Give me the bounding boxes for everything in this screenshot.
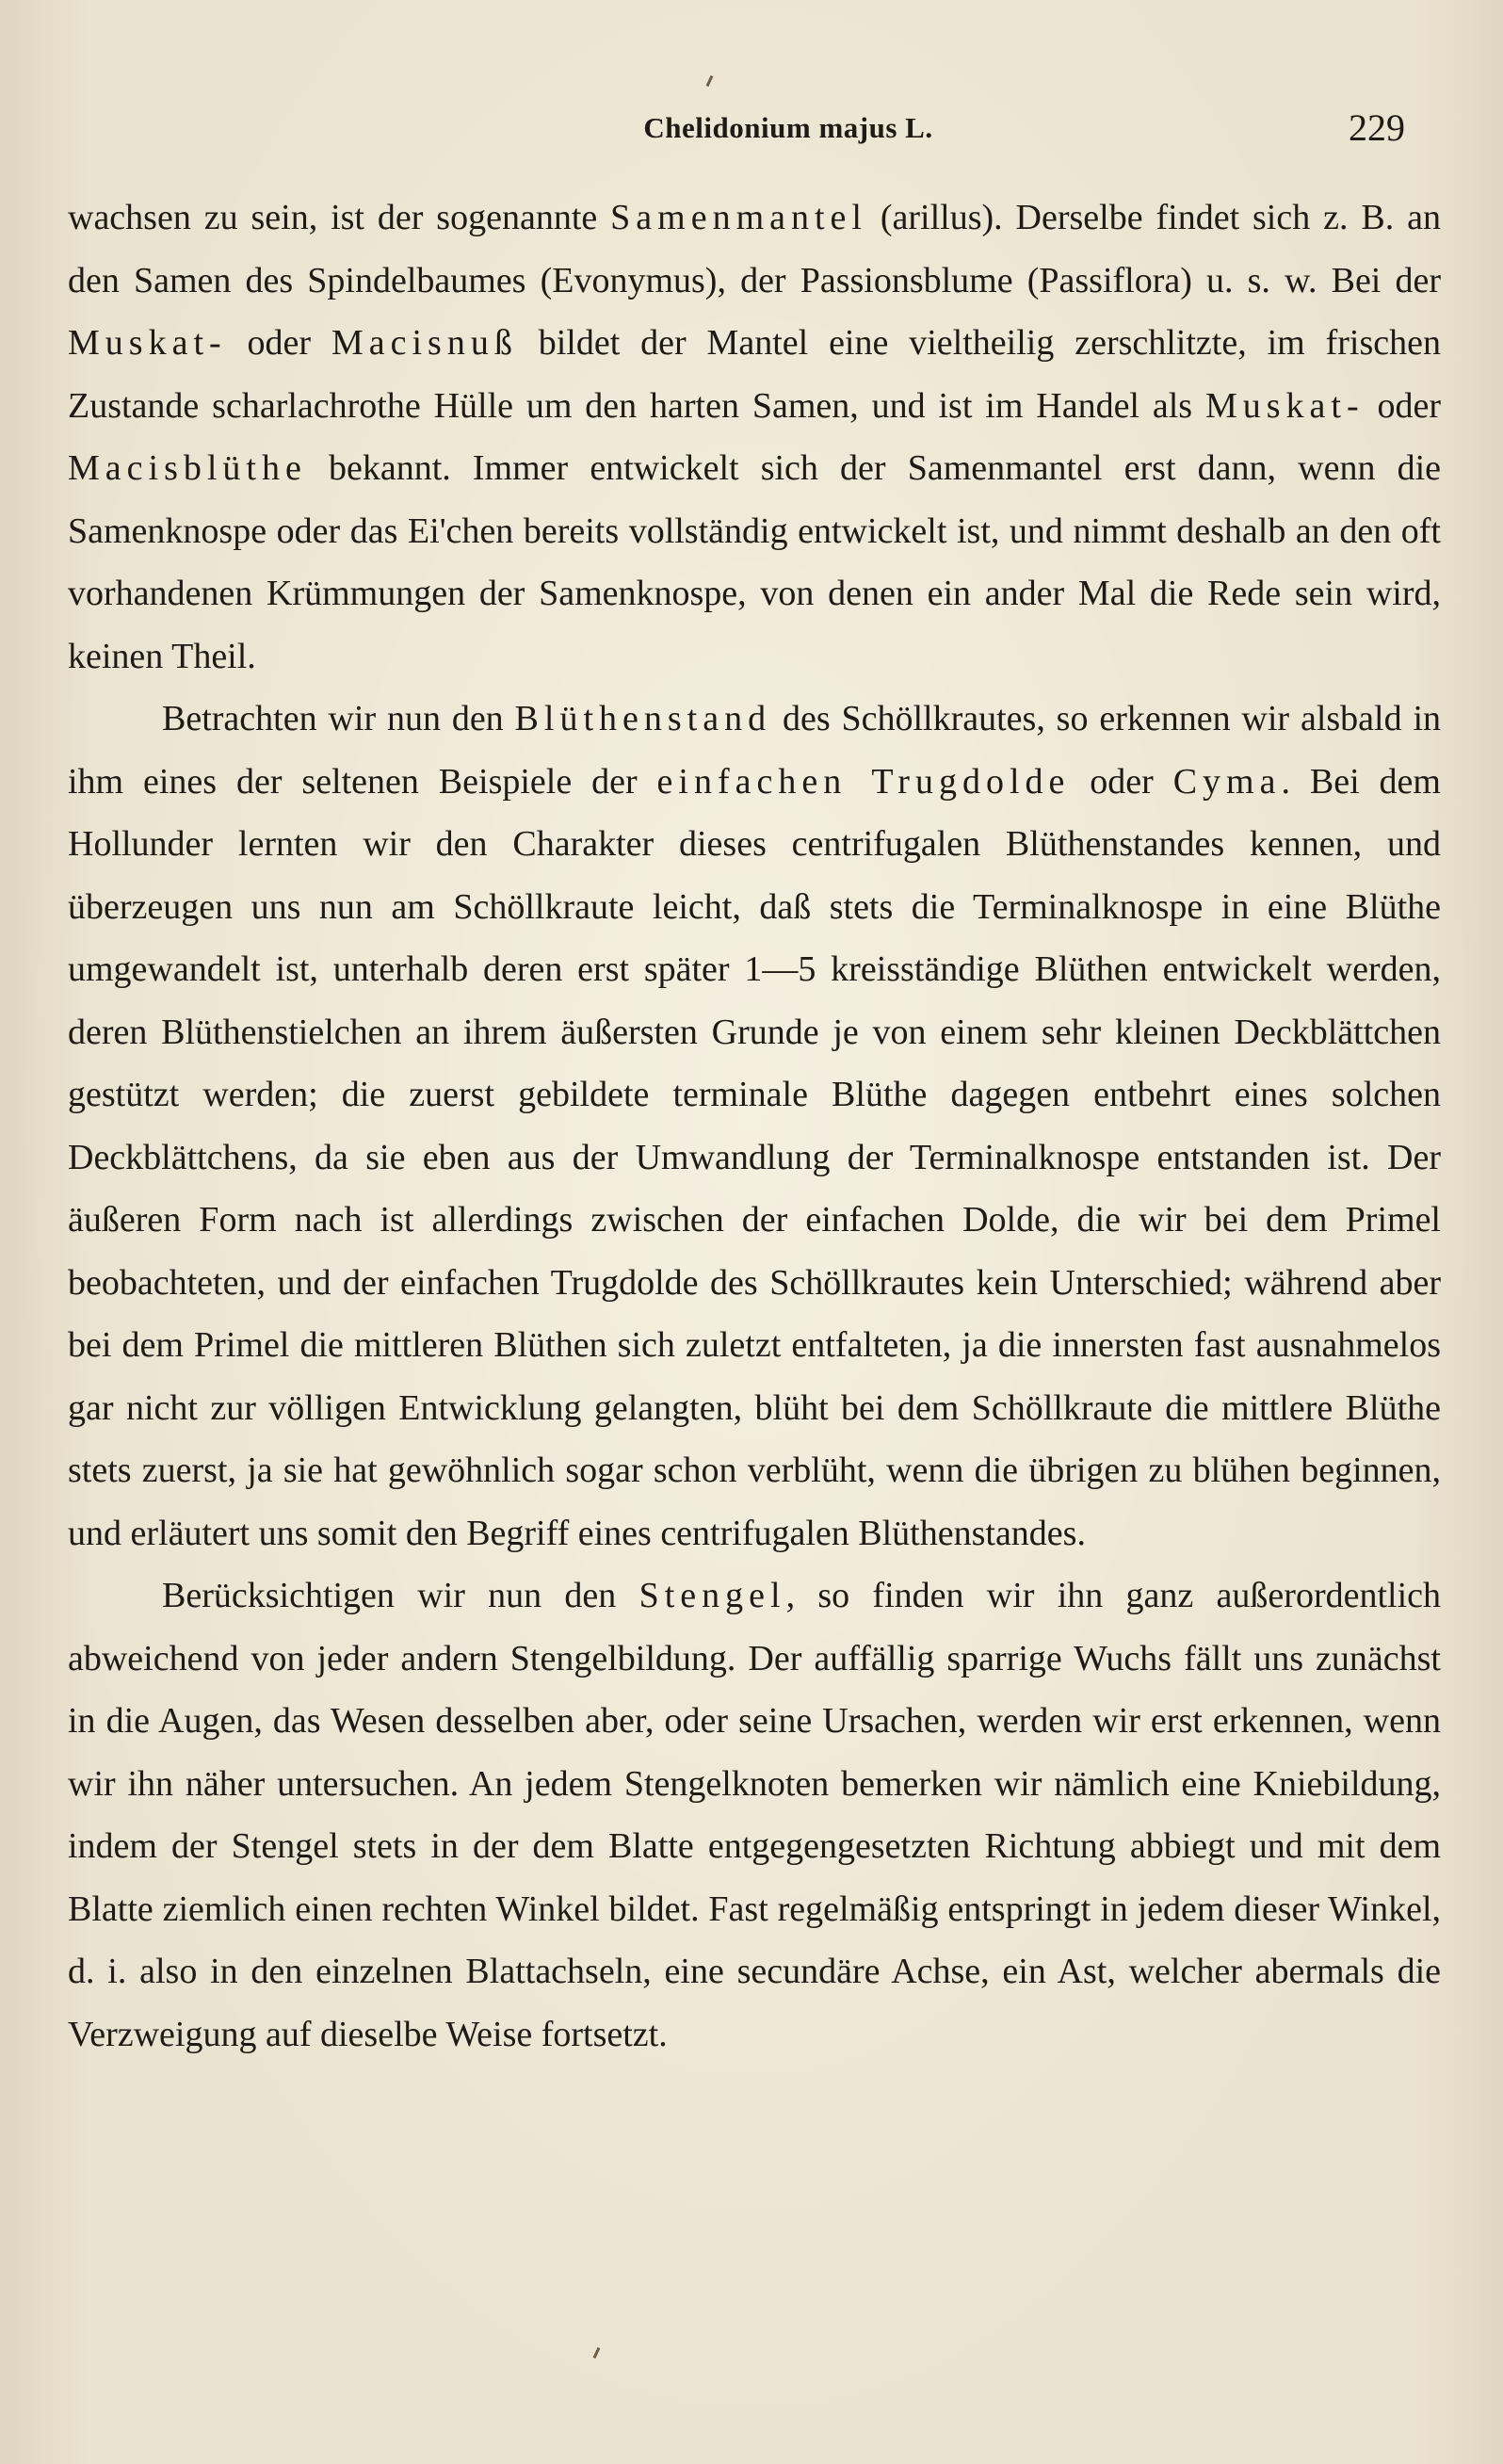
text-segment: (arillus). Derselbe findet sich z. B. an den Samen des Spindelbaumes (Evonymus), der Passionsblume (Passiflora) u. s. w. Bei der xyxy=(68,198,1441,300)
text-segment: des Schöllkrautes, so erkennen wir alsbald in ihm eines der seltenen Beispiele der xyxy=(68,699,1441,802)
emphasized-term: Muskat- xyxy=(68,323,227,363)
emphasized-term: Macisnuß xyxy=(331,323,518,363)
emphasized-term: Muskat- xyxy=(1204,385,1365,426)
body-text xyxy=(68,186,1441,2066)
print-speck-top xyxy=(706,75,714,87)
print-speck-bottom xyxy=(593,2347,601,2359)
emphasized-term: Blüthenstand xyxy=(514,699,772,738)
text-segment: bekannt. Immer entwickelt sich der Samenmantel erst dann, wenn die Samenknospe oder das Ei'chen bereits vollständig entwickelt ist, und nimmt deshalb an den oft vorhandenen Krümmungen der Samenknospe, von denen ein ander Mal die Rede sein wird, keinen Theil. xyxy=(68,448,1441,676)
paragraph xyxy=(68,186,1441,688)
running-head: Chelidonium majus L. xyxy=(643,111,933,144)
text-segment: bildet der Mantel eine vieltheilig zerschlitzte, im frischen Zustande scharlachrothe Hülle um den harten Samen, und ist im Handel als xyxy=(68,323,1441,426)
paragraph xyxy=(68,1564,1441,2066)
emphasized-term: Stengel xyxy=(638,1576,786,1615)
text-segment: . Bei dem Hollunder lernten wir den Charakter dieses centrifugalen Blüthenstandes kennen, und überzeugen uns nun am Schöllkraute leicht, daß stets die Terminalknospe in eine Blüthe umgewandelt ist, unterhalb deren erst später 1—5 kreisständige Blüthen entwickelt werden, deren Blüthenstielchen an ihrem äußersten Grunde je von einem sehr kleinen Deckblättchen gestützt werden; die zuerst gebildete terminale Blüthe dagegen entbehrt eines solchen Deckblättchens, da sie eben aus der Umwandlung der Terminalknospe entstanden ist. Der äußeren Form nach ist allerdings zwischen der einfachen Dolde, die wir bei dem Primel beobachteten, und der einfachen Trugdolde des Schöllkrautes kein Unterschied; während aber bei dem Primel die mittleren Blüthen sich zuletzt entfalteten, ja die innersten fast ausnahmelos gar nicht zur völligen Entwicklung gelangten, blüht bei dem Schöllkraute die mittlere Blüthe stets zuerst, ja sie hat gewöhnlich sogar schon verblüht, wenn die übrigen zu blühen beginnen, und erläutert uns somit den Begriff eines centrifugalen Blüthenstandes. xyxy=(68,761,1441,1553)
emphasized-term: einfachen Trugdolde xyxy=(656,761,1071,802)
page-number: 229 xyxy=(1349,106,1405,149)
paragraph xyxy=(68,688,1441,1564)
text-segment: oder xyxy=(1364,385,1441,426)
text-segment: Berücksichtigen wir nun den xyxy=(162,1576,639,1615)
text-segment: oder xyxy=(1070,761,1173,802)
emphasized-term: Samenmantel xyxy=(610,198,867,237)
emphasized-term: Cyma xyxy=(1172,761,1282,802)
text-segment: wachsen zu sein, ist der sogenannte xyxy=(68,198,611,237)
page-header xyxy=(68,105,1443,158)
text-segment: , so finden wir ihn ganz außerordentlich abweichend von jeder andern Stengelbildung. Der auffällig sparrige Wuchs fällt uns zunächst in die Augen, das Wesen desselben aber, oder seine Ursachen, werden wir erst erkennen, wenn wir ihn näher untersuchen. An jedem Stengelknoten bemerken wir nämlich eine Kniebildung, indem der Stengel stets in der dem Blatte entgegengesetzten Richtung abbiegt und mit dem Blatte ziemlich einen rechten Winkel bildet. Fast regelmäßig entspringt in jedem dieser Winkel, d. i. also in den einzelnen Blattachseln, eine secundäre Achse, ein Ast, welcher abermals die Verzweigung auf dieselbe Weise fortsetzt. xyxy=(68,1576,1441,2054)
text-segment: Betrachten wir nun den xyxy=(162,699,515,738)
text-segment: oder xyxy=(226,323,331,363)
emphasized-term: Macisblüthe xyxy=(68,448,307,488)
